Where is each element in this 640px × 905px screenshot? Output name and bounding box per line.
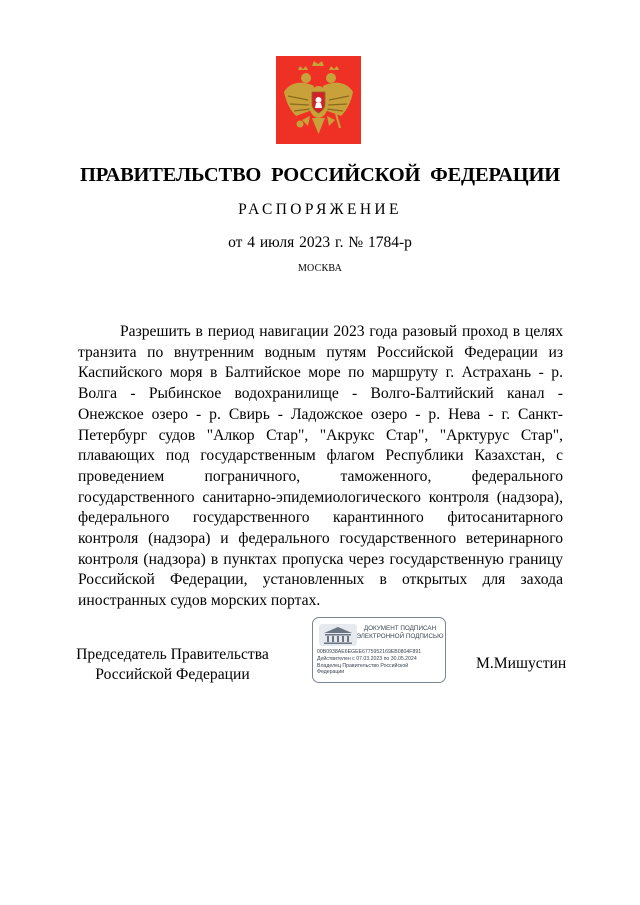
document-date-number: от 4 июля 2023 г. № 1784-р [228,234,412,251]
stamp-owner-line2: Федерации [317,669,345,675]
stamp-title-line2: ЭЛЕКТРОННОЙ ПОДПИСЬЮ [356,632,444,640]
coat-of-arms-icon [276,56,361,144]
document-city: МОСКВА [297,263,343,274]
signer-position-line1: Председатель Правительства [76,646,269,663]
electronic-signature-stamp [312,617,446,683]
stamp-certificate: 00B0938AE6EGEE6775952169EB0804F891 [317,649,422,655]
signer-name: М.Мишустин [476,655,567,672]
order-paragraph: Разрешить в период навигации 2023 года разовый проход в целях транзита по внутренним водным путям Российской Федерации из Каспийского моря в Балтийское море по маршруту г. Астрахань - р. Волга - Рыбинское водохранилище - Волго-Балтийский канал - Онежское озеро - р. Свирь - Ладожское озеро - р. Нева - г. Санкт-Петербург судов "Алкор Стар", "Акрукс Стар", "Арктурус Стар", плавающих под государственным флагом Республики Казахстан, с проведением пограничного, таможенного, федерального государственного санитарно-эпидемиологического контроля (надзора), федерального государственного карантинного фитосанитарного контроля (надзора) и федерального государственного ветеринарного контроля (надзора) в пунктах пропуска через государственную границу Российской Федерации, установленных в открытых для захода иностранных судов морских портах. [78,323,563,610]
signer-position-line2: Российской Федерации [95,666,250,683]
government-title: ПРАВИТЕЛЬСТВО РОССИЙСКОЙ ФЕДЕРАЦИИ [80,164,560,186]
stamp-title [353,625,446,640]
government-building-icon [319,624,357,646]
stamp-title-line1: ДОКУМЕНТ ПОДПИСАН [363,625,437,632]
document-type: РАСПОРЯЖЕНИЕ [238,201,402,218]
stamp-validity: Действителен с 07.03.2023 по 30.05.2024 [317,656,417,662]
signer-position [60,645,285,685]
stamp-owner-line1: Владелец Правительство Российской [317,663,409,669]
